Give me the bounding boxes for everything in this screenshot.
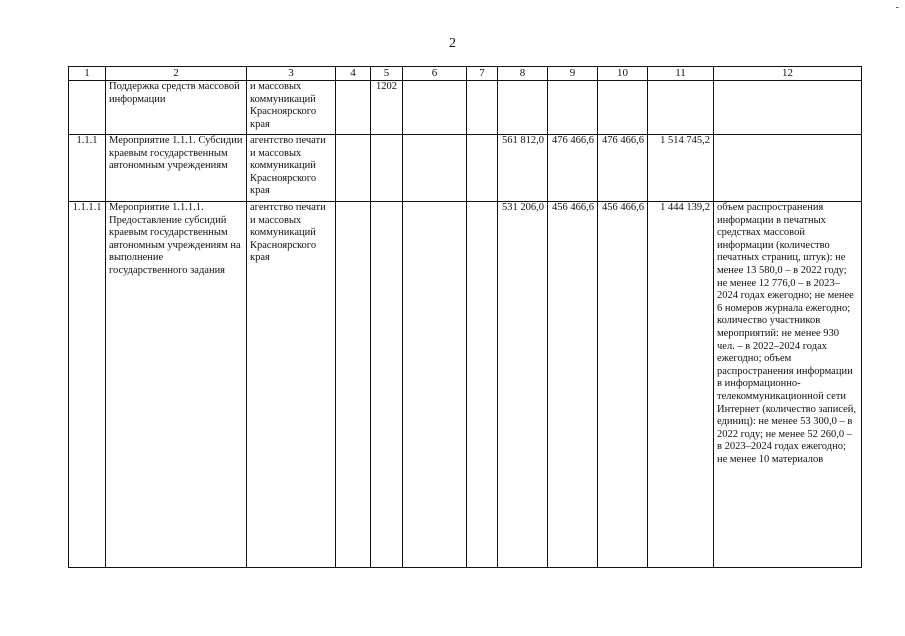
table-row bbox=[69, 202, 862, 568]
header-cell-4: 4 bbox=[336, 67, 371, 81]
cell-col7 bbox=[467, 135, 498, 202]
cell-col10: 476 466,6 bbox=[598, 135, 648, 202]
cell-col6 bbox=[403, 81, 467, 135]
activity-name: Мероприятие 1.1.1. Субсидии краевым государственным автономным учреждениям bbox=[106, 135, 247, 202]
expected-result bbox=[714, 81, 862, 135]
cell-col5: 1202 bbox=[371, 81, 403, 135]
responsible-agency: агентство печати и массовых коммуникаций Красноярского края bbox=[247, 135, 336, 202]
cell-col9 bbox=[548, 81, 598, 135]
program-activities-table bbox=[68, 66, 862, 568]
header-cell-6: 6 bbox=[403, 67, 467, 81]
cell-col9: 456 466,6 bbox=[548, 202, 598, 568]
table-row bbox=[69, 135, 862, 202]
header-cell-10: 10 bbox=[598, 67, 648, 81]
header-cell-9: 9 bbox=[548, 67, 598, 81]
header-cell-8: 8 bbox=[498, 67, 548, 81]
cell-col7 bbox=[467, 81, 498, 135]
cell-col8: 561 812,0 bbox=[498, 135, 548, 202]
activity-name: Мероприятие 1.1.1.1. Предоставление субсидий краевым государственным автономным учреждениям на выполнение государственного задания bbox=[106, 202, 247, 568]
page-number: 2 bbox=[449, 36, 456, 51]
header-cell-11: 11 bbox=[648, 67, 714, 81]
corner-mark: - bbox=[895, 2, 899, 13]
expected-result: объем распространения информации в печатных средствах массовой информации (количество печатных страниц, штук): не менее 13 580,0 – в 2022 году; не менее 12 776,0 – в 2023–2024 годах ежегодно; не менее 6 номеров журнала ежегодно; количество участников мероприятий: не менее 930 чел. – в 2022–2024 годах ежегодно; объем распространения информации в информационно-телекоммуникационной сети Интернет (количество записей, единиц): не менее 53 300,0 – в 2022 году; не менее 52 260,0 – в 2023–2024 годах ежегодно; не менее 10 материалов bbox=[714, 202, 862, 568]
cell-col11: 1 514 745,2 bbox=[648, 135, 714, 202]
header-cell-12: 12 bbox=[714, 67, 862, 81]
cell-col4 bbox=[336, 135, 371, 202]
cell-col10 bbox=[598, 81, 648, 135]
header-cell-2: 2 bbox=[106, 67, 247, 81]
header-cell-7: 7 bbox=[467, 67, 498, 81]
responsible-agency: агентство печати и массовых коммуникаций Красноярского края bbox=[247, 202, 336, 568]
row-number: 1.1.1.1 bbox=[69, 202, 106, 568]
cell-col11 bbox=[648, 81, 714, 135]
header-cell-5: 5 bbox=[371, 67, 403, 81]
cell-col11: 1 444 139,2 bbox=[648, 202, 714, 568]
cell-col4 bbox=[336, 202, 371, 568]
expected-result bbox=[714, 135, 862, 202]
cell-col8: 531 206,0 bbox=[498, 202, 548, 568]
cell-col9: 476 466,6 bbox=[548, 135, 598, 202]
activity-name: Поддержка средств массовой информации bbox=[106, 81, 247, 135]
cell-col10: 456 466,6 bbox=[598, 202, 648, 568]
cell-col7 bbox=[467, 202, 498, 568]
cell-col5 bbox=[371, 202, 403, 568]
responsible-agency: и массовых коммуникаций Красноярского края bbox=[247, 81, 336, 135]
header-cell-1: 1 bbox=[69, 67, 106, 81]
cell-col5 bbox=[371, 135, 403, 202]
row-number bbox=[69, 81, 106, 135]
row-number: 1.1.1 bbox=[69, 135, 106, 202]
header-cell-3: 3 bbox=[247, 67, 336, 81]
header-row bbox=[69, 67, 862, 81]
table-row bbox=[69, 81, 862, 135]
cell-col4 bbox=[336, 81, 371, 135]
cell-col6 bbox=[403, 202, 467, 568]
cell-col8 bbox=[498, 81, 548, 135]
cell-col6 bbox=[403, 135, 467, 202]
